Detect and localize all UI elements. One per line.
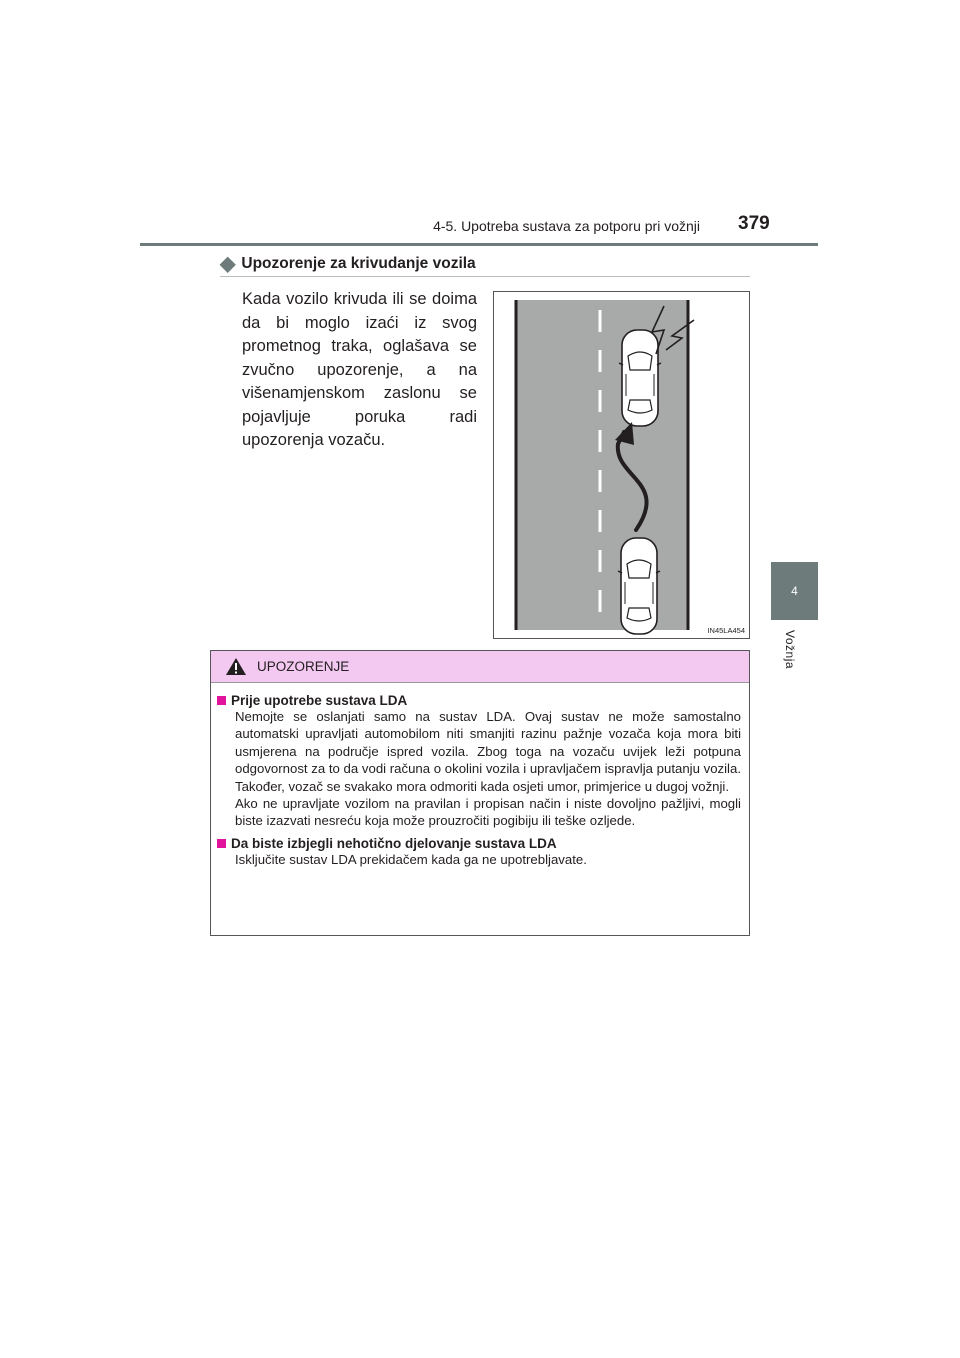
section-heading	[220, 254, 750, 274]
car-icon	[618, 538, 660, 634]
warning-header	[211, 651, 749, 683]
warning-item	[217, 836, 741, 868]
lane-departure-illustration	[493, 291, 750, 639]
car-icon	[619, 330, 661, 426]
warning-box	[210, 650, 750, 936]
warning-item-heading-text: Prije upotrebe sustava LDA	[231, 693, 408, 708]
header-section-title: 4-5. Upotreba sustava za potporu pri vožnji	[433, 218, 700, 234]
page-number: 379	[738, 213, 770, 234]
warning-item-paragraph: Isključite sustav LDA prekidačem kada ga ne upotrebljavate.	[235, 851, 587, 867]
square-bullet-icon	[217, 839, 226, 848]
road-diagram	[494, 292, 749, 638]
warning-triangle-icon	[225, 657, 247, 676]
warning-title: UPOZORENJE	[257, 659, 350, 674]
warning-item-heading	[217, 693, 741, 708]
warning-item	[217, 693, 741, 830]
warning-body	[211, 683, 749, 868]
warning-item-heading-text: Da biste izbjegli nehotično djelovanje sustava LDA	[231, 835, 557, 851]
warning-item-paragraph: Ako ne upravljate vozilom na pravilan i propisan način i niste dovoljno pažljivi, mogli biste izazvati nesreću koja može prouzročiti pogibiju ili teške ozljede.	[235, 796, 741, 829]
warning-item-heading	[217, 836, 741, 851]
intro-paragraph: Kada vozilo krivuda ili se doima da bi moglo izaći iz svog prometnog traka, oglašava se zvučno upozorenje, a na višenamjenskom zaslonu se pojavljuje poruka radi upozorenja vozaču.	[242, 290, 477, 449]
section-rule	[220, 276, 750, 277]
warning-item-paragraph: Nemojte se oslanjati samo na sustav LDA. Ovaj sustav ne može samostalno automatski upravljati automobilom niti smanjiti razinu pažnje vozača koja mora biti usmjerena na područje ispred vozila. Zbog toga na vozaču uvijek leži potpuna odgovornost za to da vodi računa o okolini vozila i upravljačem ispravlja putanju vozila. Također, vozač se svakako mora odmoriti kada osjeti umor, primjerice u dugoj vožnji.	[235, 709, 741, 794]
header-rule	[140, 243, 818, 246]
illustration-code: IN45LA454	[707, 626, 745, 635]
chapter-number: 4	[791, 584, 798, 598]
diamond-bullet-icon: ◆	[220, 253, 236, 275]
road-surface	[516, 300, 688, 630]
section-heading-text: Upozorenje za krivudanje vozila	[241, 255, 476, 272]
chapter-tab	[771, 562, 818, 620]
chapter-label: Vožnja	[783, 630, 797, 670]
square-bullet-icon	[217, 696, 226, 705]
